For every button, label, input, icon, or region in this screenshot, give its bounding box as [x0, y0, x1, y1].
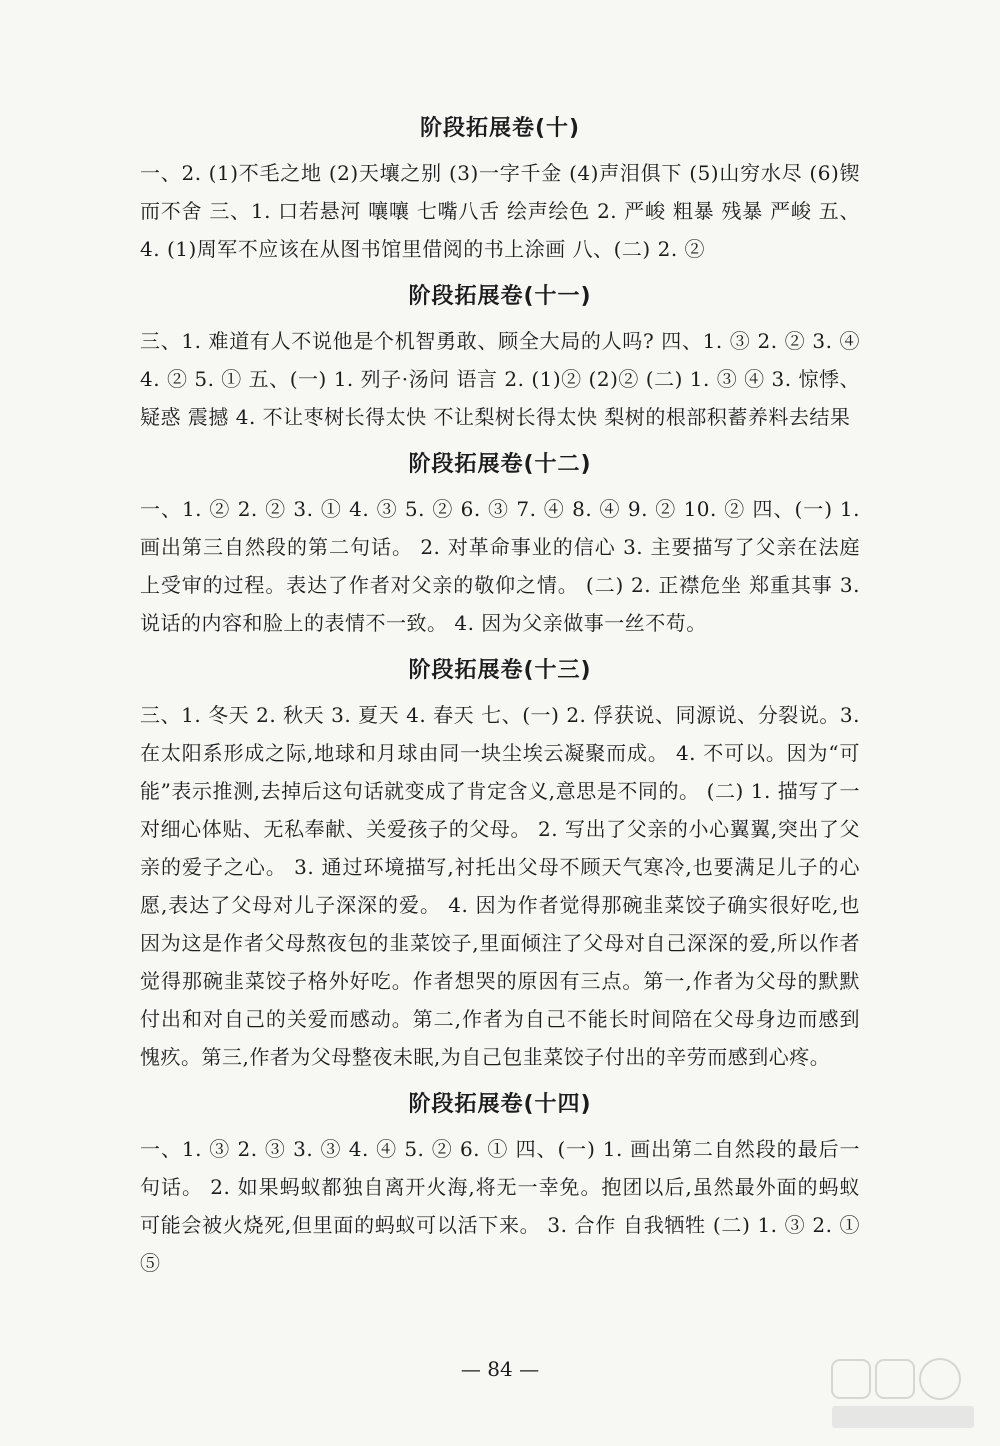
section-11 [140, 280, 860, 436]
section-10 [140, 112, 860, 268]
section-body: 三、1. 冬天 2. 秋天 3. 夏天 4. 春天 七、(一) 2. 俘获说、同源说、分裂说。3. 在太阳系形成之际,地球和月球由同一块尘埃云凝聚而成。 4. 不可以。因为“可能”表示推测,去掉后这句话就变成了肯定含义,意思是不同的。 (二) 1. 描写了一对细心体贴、无私奉献、关爱孩子的父母。 2. 写出了父亲的小心翼翼,突出了父亲的爱子之心。 3. 通过环境描写,衬托出父母不顾天气寒冷,也要满足儿子的心愿,表达了父母对儿子深深的爱。 4. 因为作者觉得那碗韭菜饺子确实很好吃,也因为这是作者父母熬夜包的韭菜饺子,里面倾注了父母对自己深深的爱,所以作者觉得那碗韭菜饺子格外好吃。作者想哭的原因有三点。第一,作者为父母的默默付出和对自己的关爱而感动。第二,作者为自己不能长时间陪在父母身边而感到愧疚。第三,作者为父母整夜未眠,为自己包韭菜饺子付出的辛劳而感到心疼。 [140, 703, 860, 1069]
section-12 [140, 448, 860, 642]
page-number: — 84 — [460, 1357, 540, 1381]
section-13 [140, 654, 860, 1076]
section-title: 阶段拓展卷(十四) [408, 1092, 592, 1117]
watermark-logo [828, 1354, 978, 1432]
section-body: 一、1. ② 2. ② 3. ① 4. ③ 5. ② 6. ③ 7. ④ 8. ④ 9. ② 10. ② 四、(一) 1. 画出第三自然段的第二句话。 2. 对革命事业的信心 3. 主要描写了父亲在法庭上受审的过程。表达了作者对父亲的敬仰之情。 (二) 2. 正襟危坐 郑重其事 3. 说话的内容和脸上的表情不一致。 4. 因为父亲做事一丝不苟。 [140, 497, 860, 635]
section-body: 一、2. (1)不毛之地 (2)天壤之别 (3)一字千金 (4)声泪俱下 (5)山穷水尽 (6)锲而不舍 三、1. 口若悬河 嚷嚷 七嘴八舌 绘声绘色 2. 严峻 粗暴 残暴 严峻 五、4. (1)周军不应该在从图书馆里借阅的书上涂画 八、(二) 2. ② [140, 161, 860, 261]
section-title: 阶段拓展卷(十) [419, 116, 581, 141]
section-body: 三、1. 难道有人不说他是个机智勇敢、顾全大局的人吗? 四、1. ③ 2. ② 3. ④ 4. ② 5. ① 五、(一) 1. 列子·汤问 语言 2. (1)② (2)② (二) 1. ③ ④ 3. 惊悸、疑惑 震撼 4. 不让枣树长得太快 不让梨树长得太快 梨树的根部积蓄养料去结果 [140, 329, 860, 429]
section-title: 阶段拓展卷(十一) [408, 284, 592, 309]
section-body: 一、1. ③ 2. ③ 3. ③ 4. ④ 5. ② 6. ① 四、(一) 1. 画出第二自然段的最后一句话。 2. 如果蚂蚁都独自离开火海,将无一幸免。抱团以后,虽然最外面的蚂蚁可能会被火烧死,但里面的蚂蚁可以活下来。 3. 合作 自我牺牲 (二) 1. ③ 2. ① ⑤ [140, 1137, 860, 1275]
section-title: 阶段拓展卷(十三) [408, 658, 592, 683]
section-title: 阶段拓展卷(十二) [408, 452, 592, 477]
answer-content [140, 112, 860, 1282]
section-14 [140, 1088, 860, 1282]
